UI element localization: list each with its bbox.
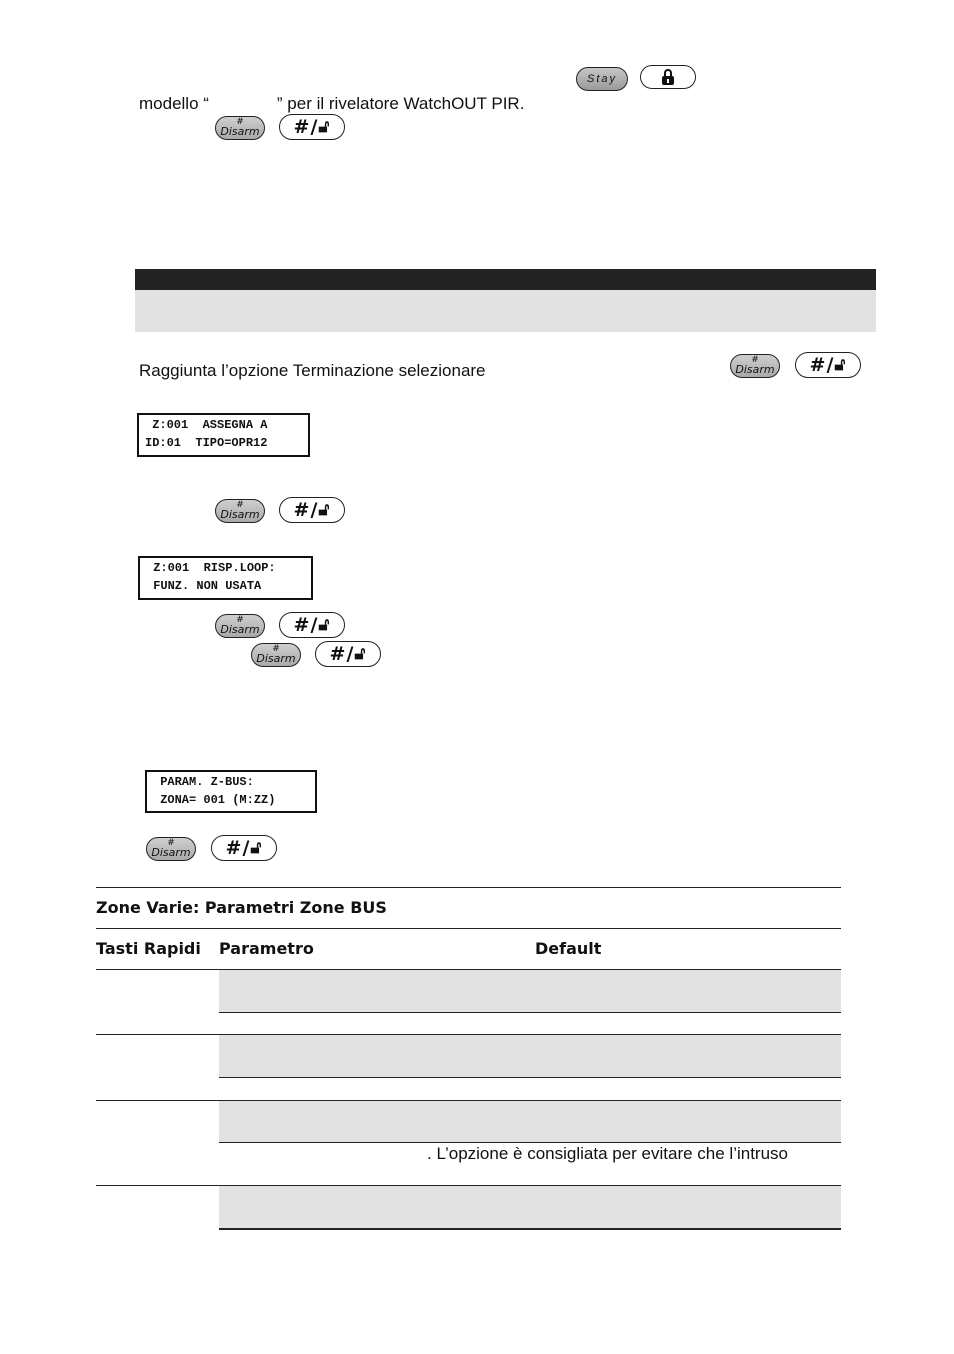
disarm-key-icon xyxy=(251,643,301,667)
hash-unlock-key-icon: #/ 🔓︎ xyxy=(795,352,861,378)
header-parametro: Parametro xyxy=(219,939,314,958)
disarm-hash: # xyxy=(236,117,244,127)
table-row-shade xyxy=(219,970,841,1012)
disarm-label: Disarm xyxy=(220,508,260,521)
table-row-rule xyxy=(219,1142,841,1143)
table-title-rule xyxy=(96,928,841,929)
hash-unlock-key-icon: #/ 🔓︎ xyxy=(279,612,345,638)
padlock-icon xyxy=(661,68,675,86)
disarm-hash: # xyxy=(236,500,244,510)
table-row-text: . L’opzione è consigliata per evitare che l’intruso xyxy=(427,1144,788,1163)
disarm-key-icon xyxy=(215,499,265,523)
lcd-line-1: Z:001 ASSEGNA A xyxy=(145,418,268,432)
table-row-shade xyxy=(219,1035,841,1077)
table-row-rule xyxy=(219,1077,841,1078)
instruction-text: Raggiunta l’opzione Terminazione selezionare xyxy=(139,361,486,380)
lcd-display-risp-loop xyxy=(138,556,313,600)
section-header-shade xyxy=(135,290,876,332)
hash-unlock-key-icon: #/ 🔓︎ xyxy=(315,641,381,667)
disarm-hash: # xyxy=(167,838,175,848)
modello-open: modello “ xyxy=(139,94,209,113)
disarm-label: Disarm xyxy=(220,125,260,138)
hash-unlock-key-icon: #/ 🔓︎ xyxy=(279,497,345,523)
section-header-bar xyxy=(135,269,876,290)
table-row-shade xyxy=(219,1186,841,1228)
disarm-key-icon xyxy=(215,116,265,140)
hash-label: #/ xyxy=(293,116,319,138)
disarm-key-icon xyxy=(146,837,196,861)
lcd-display-assegna xyxy=(137,413,310,457)
lcd-line-1: Z:001 RISP.LOOP: xyxy=(146,561,276,575)
table-row-shade xyxy=(219,1101,841,1142)
header-default: Default xyxy=(535,939,602,958)
header-tasti-rapidi: Tasti Rapidi xyxy=(96,939,201,958)
modello-rest: ” per il rivelatore WatchOUT PIR. xyxy=(276,94,525,113)
lcd-line-1: PARAM. Z-BUS: xyxy=(153,775,254,789)
disarm-label: Disarm xyxy=(735,363,775,376)
disarm-label: Disarm xyxy=(220,623,260,636)
hash-label: #/ xyxy=(329,643,355,665)
disarm-key-icon xyxy=(215,614,265,638)
hash-unlock-key-icon: #/ 🔓︎ xyxy=(211,835,277,861)
hash-unlock-key-icon: #/ 🔓︎ xyxy=(279,114,345,140)
disarm-label: Disarm xyxy=(151,846,191,859)
disarm-hash: # xyxy=(236,615,244,625)
lcd-line-2: ID:01 TIPO=OPR12 xyxy=(145,436,268,450)
table-row-rule xyxy=(219,1012,841,1013)
disarm-key-icon xyxy=(730,354,780,378)
disarm-hash: # xyxy=(751,355,759,365)
stay-key-icon xyxy=(576,67,628,91)
disarm-label: Disarm xyxy=(256,652,296,665)
table-title: Zone Varie: Parametri Zone BUS xyxy=(96,898,387,917)
hash-label: #/ xyxy=(809,354,835,376)
hash-label: #/ xyxy=(293,499,319,521)
lock-key-icon xyxy=(640,65,696,89)
stay-key-label: Stay xyxy=(586,73,617,85)
hash-label: #/ xyxy=(225,837,251,859)
modello-text xyxy=(139,94,524,114)
lcd-line-2: FUNZ. NON USATA xyxy=(146,579,262,593)
disarm-hash: # xyxy=(272,644,280,654)
hash-label: #/ xyxy=(293,614,319,636)
table-top-rule xyxy=(96,887,841,888)
lcd-display-param-zbus xyxy=(145,770,317,813)
table-bottom-rule xyxy=(219,1228,841,1230)
lcd-line-2: ZONA= 001 (M:ZZ) xyxy=(153,793,276,807)
